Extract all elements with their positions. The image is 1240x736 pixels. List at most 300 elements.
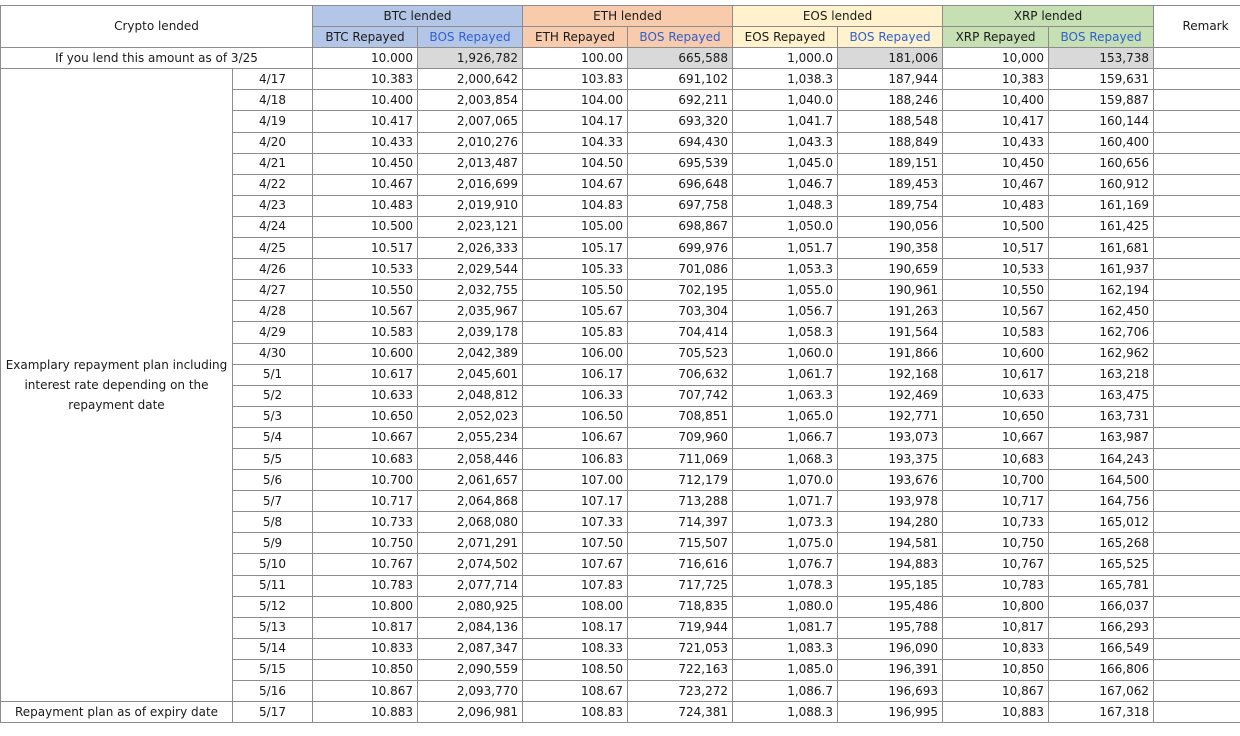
btc-bos: 2,077,714 (418, 575, 523, 596)
eos-bos: 194,581 (838, 533, 943, 554)
xrp-repayed: 10,733 (943, 512, 1049, 533)
eth-bos: 706,632 (628, 364, 733, 385)
btc-bos: 2,035,967 (418, 301, 523, 322)
eos-repayed: 1,076.7 (733, 554, 838, 575)
eos-repayed: 1,051.7 (733, 238, 838, 259)
btc-repayed: 10.617 (313, 364, 418, 385)
xrp-repayed: 10,633 (943, 385, 1049, 406)
eth-bos-repayed-header: BOS Repayed (628, 27, 733, 48)
btc-repayed: 10.667 (313, 427, 418, 448)
xrp-bos: 165,012 (1049, 512, 1154, 533)
eth-repayed: 106.17 (523, 364, 628, 385)
eos-bos: 194,883 (838, 554, 943, 575)
date-cell: 5/14 (233, 638, 313, 659)
eos-bos: 195,788 (838, 617, 943, 638)
eos-bos: 195,185 (838, 575, 943, 596)
remark-cell (1154, 48, 1240, 69)
eos-bos: 188,246 (838, 90, 943, 111)
xrp-bos: 161,425 (1049, 216, 1154, 237)
eth-bos: 713,288 (628, 491, 733, 512)
eos-bos: 190,659 (838, 259, 943, 280)
xrp-bos: 159,631 (1049, 69, 1154, 90)
btc-bos: 2,007,065 (418, 111, 523, 132)
xrp-repayed: 10,767 (943, 554, 1049, 575)
btc-bos: 2,058,446 (418, 448, 523, 469)
eth-repayed: 104.67 (523, 174, 628, 195)
btc-bos: 2,090,559 (418, 659, 523, 680)
eth-repayed: 104.00 (523, 90, 628, 111)
initial-row-label: If you lend this amount as of 3/25 (1, 48, 313, 69)
eos-repayed: 1,061.7 (733, 364, 838, 385)
eos-bos: 194,280 (838, 512, 943, 533)
eos-bos: 188,849 (838, 132, 943, 153)
btc-bos: 2,068,080 (418, 512, 523, 533)
btc-repayed: 10.700 (313, 470, 418, 491)
eth-bos: 714,397 (628, 512, 733, 533)
expiry-eth-repayed: 108.83 (523, 702, 628, 723)
btc-repayed: 10.483 (313, 195, 418, 216)
eth-bos: 707,742 (628, 385, 733, 406)
btc-repayed: 10.433 (313, 132, 418, 153)
xrp-bos: 160,656 (1049, 153, 1154, 174)
eos-repayed: 1,040.0 (733, 90, 838, 111)
eth-repayed: 105.33 (523, 259, 628, 280)
eth-repayed: 104.50 (523, 153, 628, 174)
initial-xrp-bos: 153,738 (1049, 48, 1154, 69)
xrp-repayed: 10,600 (943, 343, 1049, 364)
btc-lended-header: BTC lended (313, 6, 523, 27)
eth-repayed: 107.83 (523, 575, 628, 596)
xrp-bos: 163,218 (1049, 364, 1154, 385)
xrp-bos: 166,293 (1049, 617, 1154, 638)
xrp-repayed: 10,550 (943, 280, 1049, 301)
xrp-repayed: 10,800 (943, 596, 1049, 617)
btc-bos: 2,026,333 (418, 238, 523, 259)
xrp-bos: 165,781 (1049, 575, 1154, 596)
expiry-eos-repayed: 1,088.3 (733, 702, 838, 723)
xrp-bos: 164,756 (1049, 491, 1154, 512)
eos-repayed: 1,055.0 (733, 280, 838, 301)
btc-repayed: 10.567 (313, 301, 418, 322)
eth-bos: 693,320 (628, 111, 733, 132)
date-cell: 5/12 (233, 596, 313, 617)
date-cell: 4/26 (233, 259, 313, 280)
remark-cell (1154, 238, 1240, 259)
eth-repayed: 106.33 (523, 385, 628, 406)
eos-repayed: 1,068.3 (733, 448, 838, 469)
remark-cell (1154, 322, 1240, 343)
remark-cell (1154, 491, 1240, 512)
eos-repayed: 1,070.0 (733, 470, 838, 491)
btc-repayed: 10.817 (313, 617, 418, 638)
eos-bos: 192,168 (838, 364, 943, 385)
xrp-bos: 160,400 (1049, 132, 1154, 153)
eos-repayed: 1,050.0 (733, 216, 838, 237)
xrp-bos: 160,144 (1049, 111, 1154, 132)
header-row-groups (1, 6, 1240, 27)
eos-repayed: 1,085.0 (733, 659, 838, 680)
btc-repayed-header: BTC Repayed (313, 27, 418, 48)
eos-repayed: 1,071.7 (733, 491, 838, 512)
initial-eth-bos: 665,588 (628, 48, 733, 69)
eth-bos: 715,507 (628, 533, 733, 554)
remark-cell (1154, 512, 1240, 533)
expiry-btc-repayed: 10.883 (313, 702, 418, 723)
eth-repayed: 105.83 (523, 322, 628, 343)
remark-cell (1154, 195, 1240, 216)
date-cell: 4/20 (233, 132, 313, 153)
eos-bos: 193,978 (838, 491, 943, 512)
xrp-repayed: 10,783 (943, 575, 1049, 596)
xrp-bos: 167,062 (1049, 681, 1154, 702)
btc-repayed: 10.767 (313, 554, 418, 575)
remark-cell (1154, 427, 1240, 448)
remark-cell (1154, 301, 1240, 322)
date-cell: 5/4 (233, 427, 313, 448)
eos-bos: 191,564 (838, 322, 943, 343)
expiry-xrp-bos: 167,318 (1049, 702, 1154, 723)
btc-bos: 2,010,276 (418, 132, 523, 153)
xrp-repayed: 10,567 (943, 301, 1049, 322)
eth-bos: 703,304 (628, 301, 733, 322)
eos-bos: 193,375 (838, 448, 943, 469)
remark-cell (1154, 554, 1240, 575)
eth-repayed: 106.67 (523, 427, 628, 448)
eos-repayed: 1,058.3 (733, 322, 838, 343)
initial-row (1, 48, 1240, 69)
eos-bos: 192,469 (838, 385, 943, 406)
eth-lended-header: ETH lended (523, 6, 733, 27)
eth-repayed: 108.67 (523, 681, 628, 702)
btc-repayed: 10.400 (313, 90, 418, 111)
remark-cell (1154, 596, 1240, 617)
remark-cell (1154, 575, 1240, 596)
btc-repayed: 10.600 (313, 343, 418, 364)
xrp-repayed: 10,467 (943, 174, 1049, 195)
eos-bos: 191,866 (838, 343, 943, 364)
xrp-repayed: 10,700 (943, 470, 1049, 491)
eth-repayed: 108.33 (523, 638, 628, 659)
eth-bos: 697,758 (628, 195, 733, 216)
btc-repayed: 10.500 (313, 216, 418, 237)
eos-repayed: 1,056.7 (733, 301, 838, 322)
eos-bos: 192,771 (838, 406, 943, 427)
eth-repayed: 107.50 (523, 533, 628, 554)
table-body (1, 48, 1240, 723)
xrp-bos: 162,450 (1049, 301, 1154, 322)
remark-cell (1154, 343, 1240, 364)
repayment-table (0, 5, 1240, 723)
btc-bos: 2,080,925 (418, 596, 523, 617)
eos-bos: 187,944 (838, 69, 943, 90)
eos-repayed: 1,066.7 (733, 427, 838, 448)
remark-cell (1154, 702, 1240, 723)
btc-bos: 2,039,178 (418, 322, 523, 343)
eth-bos: 701,086 (628, 259, 733, 280)
eth-repayed: 108.17 (523, 617, 628, 638)
plan-label: Examplary repayment plan including interest rate depending on the repayment date (1, 69, 233, 702)
eos-bos: 190,056 (838, 216, 943, 237)
eos-repayed: 1,038.3 (733, 69, 838, 90)
xrp-bos: 166,806 (1049, 659, 1154, 680)
remark-cell (1154, 216, 1240, 237)
btc-bos: 2,055,234 (418, 427, 523, 448)
eth-repayed: 107.33 (523, 512, 628, 533)
eth-repayed: 108.00 (523, 596, 628, 617)
eth-bos: 711,069 (628, 448, 733, 469)
initial-eth-repayed: 100.00 (523, 48, 628, 69)
eth-repayed: 105.50 (523, 280, 628, 301)
date-cell: 4/23 (233, 195, 313, 216)
xrp-repayed: 10,717 (943, 491, 1049, 512)
eos-repayed: 1,086.7 (733, 681, 838, 702)
xrp-bos: 162,194 (1049, 280, 1154, 301)
eos-repayed: 1,043.3 (733, 132, 838, 153)
date-cell: 4/21 (233, 153, 313, 174)
xrp-repayed: 10,817 (943, 617, 1049, 638)
xrp-bos-repayed-header: BOS Repayed (1049, 27, 1154, 48)
table-row (1, 69, 1240, 90)
xrp-repayed: 10,867 (943, 681, 1049, 702)
xrp-repayed: 10,683 (943, 448, 1049, 469)
date-cell: 5/11 (233, 575, 313, 596)
xrp-repayed: 10,650 (943, 406, 1049, 427)
eth-bos: 721,053 (628, 638, 733, 659)
btc-repayed: 10.517 (313, 238, 418, 259)
xrp-bos: 164,500 (1049, 470, 1154, 491)
date-cell: 4/28 (233, 301, 313, 322)
eos-repayed: 1,080.0 (733, 596, 838, 617)
eos-repayed: 1,048.3 (733, 195, 838, 216)
xrp-lended-header: XRP lended (943, 6, 1154, 27)
eos-bos: 191,263 (838, 301, 943, 322)
eth-repayed: 105.00 (523, 216, 628, 237)
eos-repayed: 1,075.0 (733, 533, 838, 554)
eos-repayed: 1,065.0 (733, 406, 838, 427)
eth-bos: 699,976 (628, 238, 733, 259)
xrp-repayed-header: XRP Repayed (943, 27, 1049, 48)
xrp-repayed: 10,517 (943, 238, 1049, 259)
eth-repayed: 106.50 (523, 406, 628, 427)
remark-cell (1154, 617, 1240, 638)
btc-bos: 2,064,868 (418, 491, 523, 512)
eos-repayed: 1,078.3 (733, 575, 838, 596)
expiry-btc-bos: 2,096,981 (418, 702, 523, 723)
btc-repayed: 10.733 (313, 512, 418, 533)
date-cell: 4/17 (233, 69, 313, 90)
eth-bos: 698,867 (628, 216, 733, 237)
btc-repayed: 10.633 (313, 385, 418, 406)
crypto-lended-header: Crypto lended (1, 6, 313, 48)
btc-repayed: 10.867 (313, 681, 418, 702)
date-cell: 4/22 (233, 174, 313, 195)
eos-repayed: 1,041.7 (733, 111, 838, 132)
eos-bos: 193,073 (838, 427, 943, 448)
eos-bos: 189,754 (838, 195, 943, 216)
btc-repayed: 10.717 (313, 491, 418, 512)
btc-repayed: 10.467 (313, 174, 418, 195)
eth-repayed: 107.00 (523, 470, 628, 491)
eth-bos: 695,539 (628, 153, 733, 174)
eos-lended-header: EOS lended (733, 6, 943, 27)
remark-cell (1154, 111, 1240, 132)
btc-bos: 2,045,601 (418, 364, 523, 385)
eth-bos: 718,835 (628, 596, 733, 617)
eos-repayed-header: EOS Repayed (733, 27, 838, 48)
btc-bos: 2,016,699 (418, 174, 523, 195)
xrp-bos: 161,681 (1049, 238, 1154, 259)
btc-repayed: 10.800 (313, 596, 418, 617)
date-cell: 5/16 (233, 681, 313, 702)
eth-repayed: 108.50 (523, 659, 628, 680)
xrp-repayed: 10,500 (943, 216, 1049, 237)
eth-repayed: 107.67 (523, 554, 628, 575)
eth-bos: 704,414 (628, 322, 733, 343)
date-cell: 4/25 (233, 238, 313, 259)
btc-bos: 2,087,347 (418, 638, 523, 659)
btc-repayed: 10.383 (313, 69, 418, 90)
xrp-bos: 161,169 (1049, 195, 1154, 216)
eth-bos: 705,523 (628, 343, 733, 364)
eos-repayed: 1,060.0 (733, 343, 838, 364)
btc-bos: 2,003,854 (418, 90, 523, 111)
eth-repayed: 105.67 (523, 301, 628, 322)
date-cell: 5/7 (233, 491, 313, 512)
xrp-bos: 166,549 (1049, 638, 1154, 659)
eth-bos: 712,179 (628, 470, 733, 491)
btc-repayed: 10.417 (313, 111, 418, 132)
initial-btc-bos: 1,926,782 (418, 48, 523, 69)
expiry-xrp-repayed: 10,883 (943, 702, 1049, 723)
xrp-bos: 159,887 (1049, 90, 1154, 111)
eth-bos: 702,195 (628, 280, 733, 301)
eth-bos: 696,648 (628, 174, 733, 195)
xrp-repayed: 10,417 (943, 111, 1049, 132)
eth-repayed: 104.83 (523, 195, 628, 216)
xrp-repayed: 10,383 (943, 69, 1049, 90)
btc-bos: 2,061,657 (418, 470, 523, 491)
xrp-repayed: 10,483 (943, 195, 1049, 216)
eth-repayed: 105.17 (523, 238, 628, 259)
xrp-repayed: 10,617 (943, 364, 1049, 385)
eos-repayed: 1,083.3 (733, 638, 838, 659)
remark-cell (1154, 385, 1240, 406)
date-cell: 4/19 (233, 111, 313, 132)
xrp-repayed: 10,583 (943, 322, 1049, 343)
date-cell: 5/5 (233, 448, 313, 469)
remark-cell (1154, 174, 1240, 195)
expiry-label: Repayment plan as of expiry date (1, 702, 233, 723)
xrp-bos: 166,037 (1049, 596, 1154, 617)
xrp-repayed: 10,450 (943, 153, 1049, 174)
date-cell: 4/27 (233, 280, 313, 301)
xrp-bos: 163,987 (1049, 427, 1154, 448)
xrp-repayed: 10,433 (943, 132, 1049, 153)
expiry-row (1, 702, 1240, 723)
initial-xrp-repayed: 10,000 (943, 48, 1049, 69)
xrp-repayed: 10,667 (943, 427, 1049, 448)
eos-bos: 190,358 (838, 238, 943, 259)
xrp-bos: 160,912 (1049, 174, 1154, 195)
date-cell: 5/8 (233, 512, 313, 533)
btc-bos-repayed-header: BOS Repayed (418, 27, 523, 48)
btc-bos: 2,000,642 (418, 69, 523, 90)
remark-cell (1154, 90, 1240, 111)
expiry-eth-bos: 724,381 (628, 702, 733, 723)
remark-cell (1154, 681, 1240, 702)
date-cell: 5/2 (233, 385, 313, 406)
eth-repayed: 106.83 (523, 448, 628, 469)
remark-cell (1154, 406, 1240, 427)
btc-bos: 2,052,023 (418, 406, 523, 427)
xrp-bos: 162,962 (1049, 343, 1154, 364)
eos-repayed: 1,073.3 (733, 512, 838, 533)
btc-bos: 2,093,770 (418, 681, 523, 702)
btc-bos: 2,084,136 (418, 617, 523, 638)
btc-repayed: 10.650 (313, 406, 418, 427)
eth-repayed: 106.00 (523, 343, 628, 364)
eth-bos: 723,272 (628, 681, 733, 702)
eth-repayed: 104.17 (523, 111, 628, 132)
xrp-repayed: 10,850 (943, 659, 1049, 680)
xrp-repayed: 10,533 (943, 259, 1049, 280)
eos-repayed: 1,045.0 (733, 153, 838, 174)
eth-repayed: 107.17 (523, 491, 628, 512)
eth-repayed: 103.83 (523, 69, 628, 90)
xrp-bos: 163,731 (1049, 406, 1154, 427)
btc-bos: 2,023,121 (418, 216, 523, 237)
date-cell: 5/10 (233, 554, 313, 575)
remark-cell (1154, 132, 1240, 153)
xrp-repayed: 10,400 (943, 90, 1049, 111)
eos-bos: 196,391 (838, 659, 943, 680)
eth-bos: 716,616 (628, 554, 733, 575)
remark-cell (1154, 638, 1240, 659)
eos-bos: 195,486 (838, 596, 943, 617)
eth-bos: 708,851 (628, 406, 733, 427)
date-cell: 4/24 (233, 216, 313, 237)
remark-header: Remark (1154, 6, 1240, 48)
eos-bos-repayed-header: BOS Repayed (838, 27, 943, 48)
remark-cell (1154, 533, 1240, 554)
eos-bos: 190,961 (838, 280, 943, 301)
btc-bos: 2,048,812 (418, 385, 523, 406)
btc-bos: 2,071,291 (418, 533, 523, 554)
btc-repayed: 10.850 (313, 659, 418, 680)
xrp-repayed: 10,750 (943, 533, 1049, 554)
xrp-bos: 164,243 (1049, 448, 1154, 469)
btc-repayed: 10.550 (313, 280, 418, 301)
btc-repayed: 10.683 (313, 448, 418, 469)
date-cell: 5/1 (233, 364, 313, 385)
xrp-bos: 165,525 (1049, 554, 1154, 575)
date-cell: 4/29 (233, 322, 313, 343)
eth-bos: 722,163 (628, 659, 733, 680)
remark-cell (1154, 364, 1240, 385)
btc-bos: 2,042,389 (418, 343, 523, 364)
remark-cell (1154, 280, 1240, 301)
eos-repayed: 1,081.7 (733, 617, 838, 638)
xrp-bos: 162,706 (1049, 322, 1154, 343)
xrp-repayed: 10,833 (943, 638, 1049, 659)
eos-bos: 196,693 (838, 681, 943, 702)
eos-bos: 189,151 (838, 153, 943, 174)
eth-bos: 719,944 (628, 617, 733, 638)
date-cell: 5/15 (233, 659, 313, 680)
eth-bos: 692,211 (628, 90, 733, 111)
eos-bos: 188,548 (838, 111, 943, 132)
eth-bos: 717,725 (628, 575, 733, 596)
